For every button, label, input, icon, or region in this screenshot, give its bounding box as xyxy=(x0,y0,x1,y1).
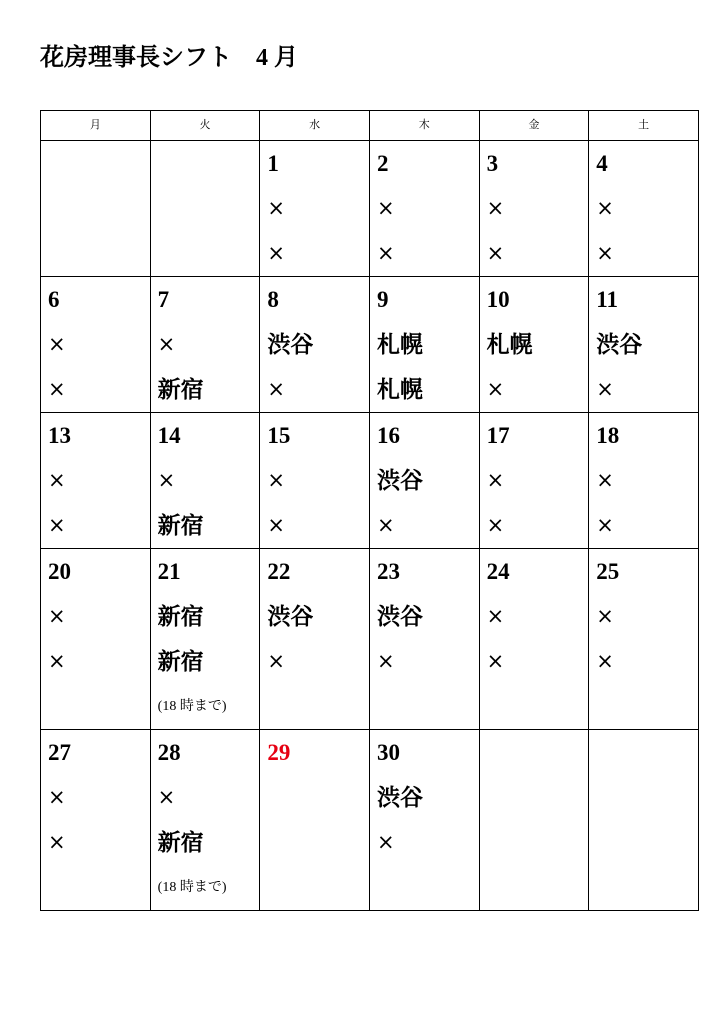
day-cell-13 xyxy=(41,413,151,549)
shift-note: (18 時まで) xyxy=(157,880,227,895)
day-cell-20 xyxy=(41,549,151,730)
shift-location: 新宿 xyxy=(157,513,204,538)
cross-mark: × xyxy=(157,332,176,356)
calendar-header xyxy=(41,111,699,141)
date-number: 3 xyxy=(486,151,499,176)
day-cell-22 xyxy=(260,549,370,730)
cross-mark: × xyxy=(596,513,614,537)
cross-mark: × xyxy=(486,377,505,401)
day-cell-23 xyxy=(369,549,479,730)
date-number: 4 xyxy=(596,151,608,176)
day-cell-14 xyxy=(150,413,260,549)
week-row-1 xyxy=(41,141,699,277)
cross-mark: × xyxy=(267,241,285,265)
day-cell-4 xyxy=(589,141,699,277)
cross-mark: × xyxy=(376,649,395,673)
weekday-header-wed: 水 xyxy=(260,111,370,141)
shift-location: 新宿 xyxy=(157,604,204,629)
cross-mark: × xyxy=(596,241,614,265)
date-number: 17 xyxy=(486,423,510,448)
date-number: 29 xyxy=(267,740,291,765)
date-number: 14 xyxy=(157,423,181,448)
day-cell-7 xyxy=(150,277,260,413)
date-number: 28 xyxy=(157,740,181,765)
empty-day-cell xyxy=(479,730,589,911)
date-number: 10 xyxy=(486,287,510,312)
empty-day-cell xyxy=(589,730,699,911)
week-row-2 xyxy=(41,277,699,413)
date-number: 16 xyxy=(376,423,400,448)
date-number: 2 xyxy=(376,151,389,176)
week-row-3 xyxy=(41,413,699,549)
cross-mark: × xyxy=(48,830,66,854)
date-number: 7 xyxy=(157,287,170,312)
cross-mark: × xyxy=(48,332,66,356)
shift-location: 渋谷 xyxy=(267,604,314,629)
cross-mark: × xyxy=(267,513,285,537)
weekday-header-row xyxy=(41,111,699,141)
day-cell-10 xyxy=(479,277,589,413)
date-number: 9 xyxy=(376,287,389,312)
date-number: 22 xyxy=(267,559,291,584)
date-number: 1 xyxy=(267,151,279,176)
day-cell-18 xyxy=(589,413,699,549)
day-cell-27 xyxy=(41,730,151,911)
shift-location: 渋谷 xyxy=(376,785,423,810)
week-row-5 xyxy=(41,730,699,911)
date-number: 23 xyxy=(376,559,400,584)
cross-mark: × xyxy=(486,196,505,220)
day-cell-16 xyxy=(369,413,479,549)
cross-mark: × xyxy=(267,196,285,220)
cross-mark: × xyxy=(376,196,395,220)
shift-location: 札幌 xyxy=(376,332,423,357)
shift-location: 新宿 xyxy=(157,377,204,402)
cross-mark: × xyxy=(267,377,285,401)
day-cell-15 xyxy=(260,413,370,549)
date-number: 27 xyxy=(48,740,71,765)
cross-mark: × xyxy=(596,468,614,492)
cross-mark: × xyxy=(48,468,66,492)
day-cell-8 xyxy=(260,277,370,413)
date-number: 15 xyxy=(267,423,291,448)
cross-mark: × xyxy=(486,649,505,673)
date-number: 6 xyxy=(48,287,60,312)
cross-mark: × xyxy=(486,468,505,492)
day-cell-21 xyxy=(150,549,260,730)
date-number: 11 xyxy=(596,287,619,312)
weekday-header-tue: 火 xyxy=(150,111,260,141)
cross-mark: × xyxy=(376,241,395,265)
shift-location: 札幌 xyxy=(376,377,423,402)
shift-location: 渋谷 xyxy=(596,332,643,357)
cross-mark: × xyxy=(596,377,614,401)
shift-location: 新宿 xyxy=(157,830,204,855)
date-number: 30 xyxy=(376,740,400,765)
weekday-header-thu: 木 xyxy=(369,111,479,141)
date-number: 25 xyxy=(596,559,620,584)
cross-mark: × xyxy=(48,785,66,809)
cross-mark: × xyxy=(157,785,176,809)
day-cell-24 xyxy=(479,549,589,730)
cross-mark: × xyxy=(157,468,176,492)
date-number: 13 xyxy=(48,423,71,448)
cross-mark: × xyxy=(267,649,285,673)
shift-location: 渋谷 xyxy=(376,604,423,629)
day-cell-30 xyxy=(369,730,479,911)
day-cell-28 xyxy=(150,730,260,911)
date-number: 20 xyxy=(48,559,71,584)
day-cell-11 xyxy=(589,277,699,413)
day-cell-2 xyxy=(369,141,479,277)
page-title: 花房理事長シフト 4 月 xyxy=(40,45,298,71)
cross-mark: × xyxy=(376,513,395,537)
cross-mark: × xyxy=(486,604,505,628)
day-cell-29 xyxy=(260,730,370,911)
cross-mark: × xyxy=(596,649,614,673)
shift-note: (18 時まで) xyxy=(157,699,227,714)
shift-location: 渋谷 xyxy=(376,468,423,493)
cross-mark: × xyxy=(48,513,66,537)
empty-day-cell xyxy=(41,141,151,277)
day-cell-9 xyxy=(369,277,479,413)
empty-day-cell xyxy=(150,141,260,277)
date-number: 18 xyxy=(596,423,620,448)
weekday-header-sat: 土 xyxy=(589,111,699,141)
day-cell-25 xyxy=(589,549,699,730)
cross-mark: × xyxy=(486,513,505,537)
shift-calendar-table xyxy=(40,110,699,911)
day-cell-6 xyxy=(41,277,151,413)
cross-mark: × xyxy=(596,604,614,628)
shift-location: 札幌 xyxy=(486,332,533,357)
day-cell-1 xyxy=(260,141,370,277)
shift-location: 新宿 xyxy=(157,649,204,674)
cross-mark: × xyxy=(48,377,66,401)
cross-mark: × xyxy=(596,196,614,220)
calendar-body xyxy=(41,141,699,911)
date-number: 8 xyxy=(267,287,279,312)
weekday-header-mon: 月 xyxy=(41,111,151,141)
weekday-header-fri: 金 xyxy=(479,111,589,141)
day-cell-3 xyxy=(479,141,589,277)
date-number: 21 xyxy=(157,559,181,584)
week-row-4 xyxy=(41,549,699,730)
day-cell-17 xyxy=(479,413,589,549)
shift-location: 渋谷 xyxy=(267,332,314,357)
cross-mark: × xyxy=(267,468,285,492)
cross-mark: × xyxy=(486,241,505,265)
date-number: 24 xyxy=(486,559,510,584)
cross-mark: × xyxy=(376,830,395,854)
cross-mark: × xyxy=(48,604,66,628)
cross-mark: × xyxy=(48,649,66,673)
